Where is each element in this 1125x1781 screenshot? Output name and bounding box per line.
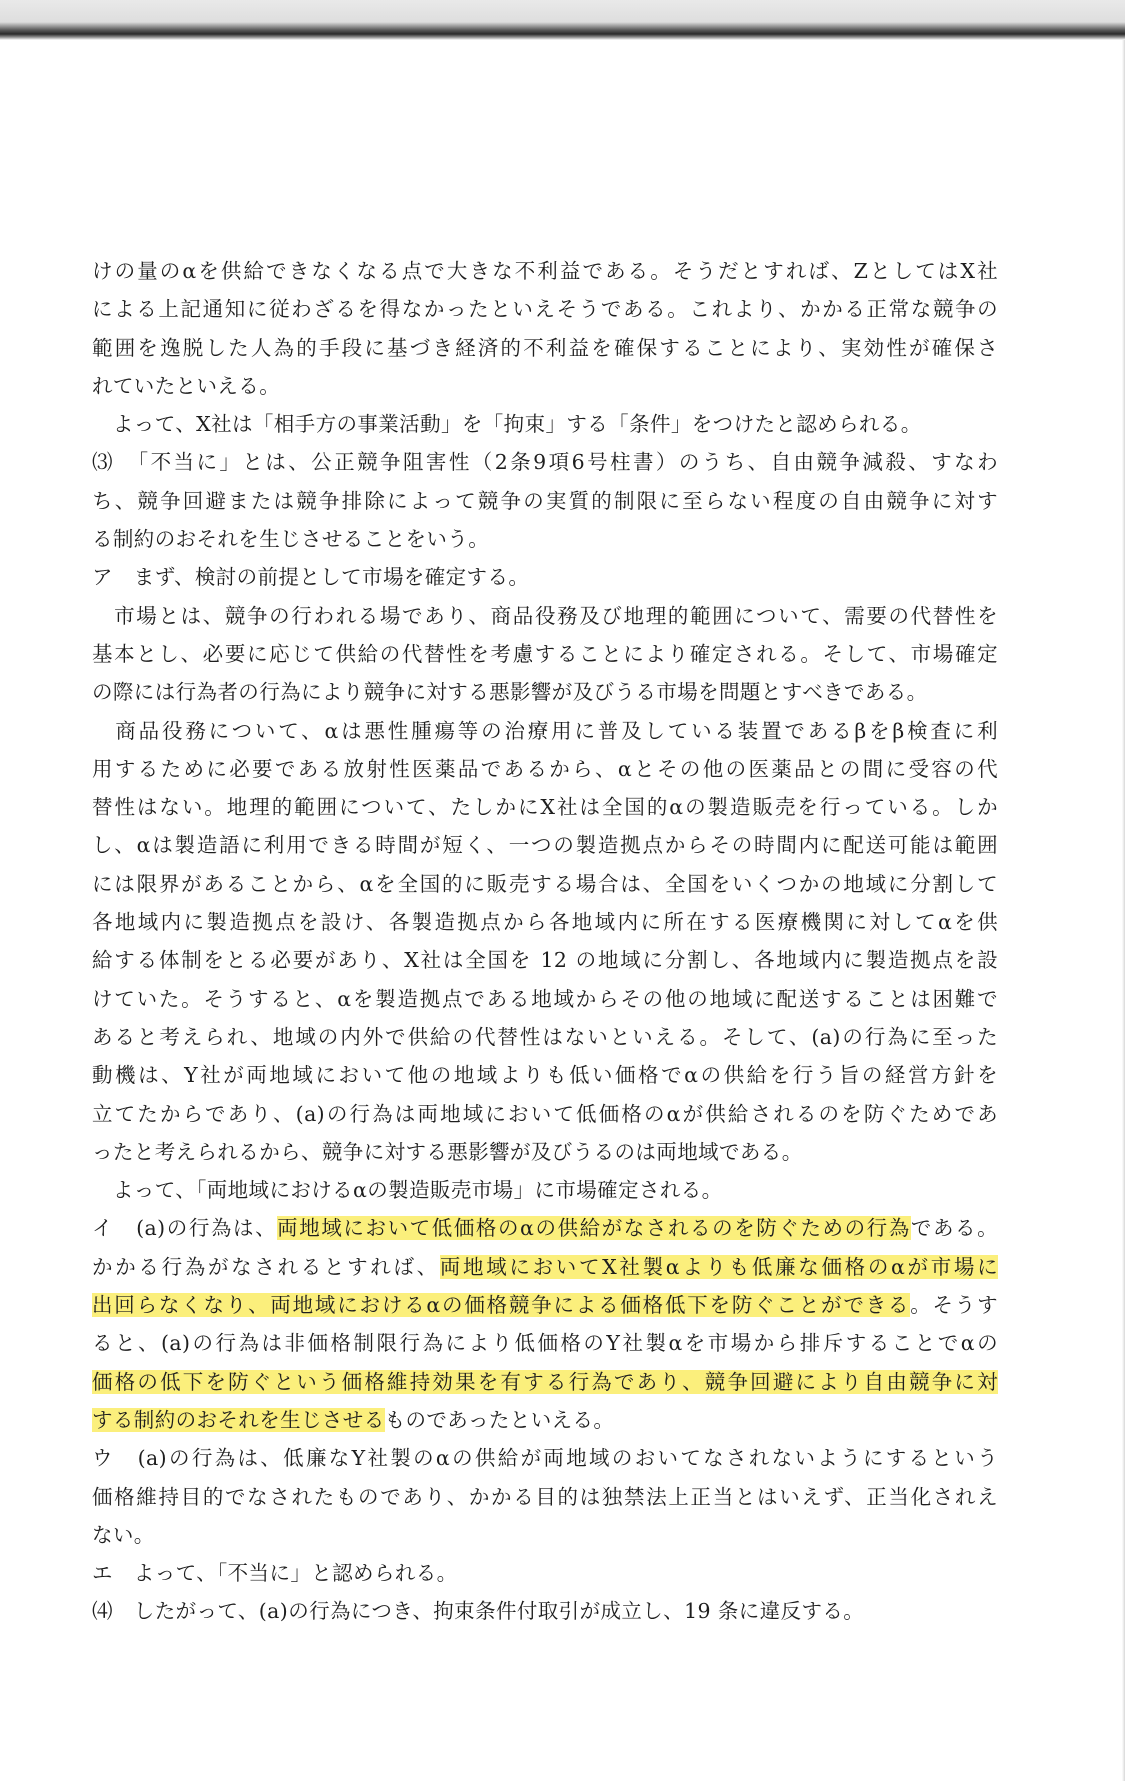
text-segment: 動機は、Y社が両地域において他の地域よりも低い価格でαの供給を行う旨の経営方針を — [92, 1063, 998, 1088]
text-segment: ものであったといえる。 — [384, 1407, 615, 1432]
text-line — [92, 865, 998, 903]
text-segment: には限界があることから、αを全国的に販売する場合は、全国をいくつかの地域に分割して — [92, 871, 998, 896]
text-segment: 基本とし、必要に応じて供給の代替性を考慮することにより確定される。そして、市場確定 — [92, 641, 998, 666]
text-segment: ない。 — [92, 1522, 155, 1547]
text-segment: 範囲を逸脱した人為的手段に基づき経済的不利益を確保することにより、実効性が確保さ — [92, 335, 998, 360]
text-line — [92, 1209, 998, 1247]
text-segment: けていた。そうすると、αを製造拠点である地域からその他の地域に配送することは困難で — [92, 986, 998, 1011]
text-line — [92, 290, 998, 328]
text-segment: 用するために必要である放射性医薬品であるから、αとその他の医薬品との間に受容の代 — [92, 756, 998, 781]
text-line — [92, 941, 998, 979]
text-line — [92, 1248, 998, 1286]
text-segment: ち、競争回避または競争排除によって競争の実質的制限に至らない程度の自由競争に対す — [92, 488, 998, 513]
text-segment: エ よって、「不当に」と認められる。 — [92, 1561, 458, 1586]
text-segment: ア まず、検討の前提として市場を確定する。 — [92, 565, 530, 590]
text-segment: ったと考えられるから、競争に対する悪影響が及びうるのは両地域である。 — [92, 1139, 803, 1164]
text-line — [92, 1171, 998, 1209]
text-segment: ⑷ したがって、(a)の行為につき、拘束条件付取引が成立し、19 条に違反する。 — [92, 1599, 865, 1624]
text-segment: る制約のおそれを生じさせることをいう。 — [92, 527, 490, 552]
text-segment: による上記通知に従わざるを得なかったといえそうである。これより、かかる正常な競争の — [92, 297, 998, 322]
text-line — [92, 558, 998, 596]
text-segment: 替性はない。地理的範囲について、たしかにX社は全国的αの製造販売を行っている。しか — [92, 795, 998, 820]
text-segment: れていたといえる。 — [92, 373, 281, 398]
text-segment: である。 — [910, 1216, 998, 1241]
text-segment: の際には行為者の行為により競争に対する悪影響が及びうる市場を問題とすべきである。 — [92, 680, 928, 705]
text-line — [92, 1554, 998, 1592]
text-line — [92, 329, 998, 367]
text-segment: よって、「両地域におけるαの製造販売市場」に市場確定される。 — [92, 1178, 723, 1203]
highlighted-text: 価格の低下を防ぐという価格維持効果を有する行為であり、競争回避により自由競争に対 — [92, 1369, 998, 1394]
text-segment: ウ (a)の行為は、低廉なY社製のαの供給が両地域のおいてなされないようにするという — [92, 1446, 998, 1471]
text-line — [92, 673, 998, 711]
highlighted-text: する制約のおそれを生じさせる — [92, 1407, 385, 1432]
text-line — [92, 367, 998, 405]
text-segment: 立てたからであり、(a)の行為は両地域において低価格のαが供給されるのを防ぐためであ — [92, 1101, 998, 1126]
text-line — [92, 750, 998, 788]
text-segment: 給する体制をとる必要があり、X社は全国を 12 の地域に分割し、各地域内に製造拠点を設 — [92, 948, 998, 973]
text-line — [92, 520, 998, 558]
text-segment: ⑶ 「不当に」とは、公正競争阻害性（2条9項6号柱書）のうち、自由競争減殺、すなわ — [92, 450, 998, 475]
text-line — [92, 443, 998, 481]
document-page — [92, 252, 998, 1631]
text-segment: 各地域内に製造拠点を設け、各製造拠点から各地域内に所在する医療機関に対してαを供 — [92, 910, 998, 935]
text-segment: 価格維持目的でなされたものであり、かかる目的は独禁法上正当とはいえず、正当化されえ — [92, 1484, 998, 1509]
highlighted-text: 出回らなくなり、両地域におけるαの価格競争による価格低下を防ぐことができる — [92, 1293, 911, 1318]
text-line — [92, 1018, 998, 1056]
text-line — [92, 1478, 998, 1516]
text-segment: 商品役務について、αは悪性腫瘍等の治療用に普及している装置であるβをβ検査に利 — [92, 718, 998, 743]
text-segment: 市場とは、競争の行われる場であり、商品役務及び地理的範囲について、需要の代替性を — [92, 603, 998, 628]
text-line — [92, 405, 998, 443]
highlighted-text: 両地域においてX社製αよりも低廉な価格のαが市場に — [439, 1254, 998, 1279]
text-line — [92, 788, 998, 826]
text-line — [92, 252, 998, 290]
text-line — [92, 1324, 998, 1362]
text-segment: し、αは製造語に利用できる時間が短く、一つの製造拠点からその時間内に配送可能は範囲 — [92, 833, 998, 858]
text-line — [92, 482, 998, 520]
text-segment: あると考えられ、地域の内外で供給の代替性はないといえる。そして、(a)の行為に至った — [92, 1024, 998, 1049]
text-line — [92, 1439, 998, 1477]
text-segment: よって、X社は「相手方の事業活動」を「拘束」する「条件」をつけたと認められる。 — [92, 412, 922, 437]
text-line — [92, 1401, 998, 1439]
text-line — [92, 712, 998, 750]
text-line — [92, 1056, 998, 1094]
text-segment: 。そうす — [910, 1293, 998, 1318]
text-line — [92, 1592, 998, 1630]
text-segment: イ (a)の行為は、 — [92, 1216, 278, 1241]
text-line — [92, 1516, 998, 1554]
text-segment: ると、(a)の行為は非価格制限行為により低価格のY社製αを市場から排斥することでαの — [92, 1331, 998, 1356]
text-line — [92, 980, 998, 1018]
text-line — [92, 1286, 998, 1324]
text-line — [92, 597, 998, 635]
text-line — [92, 1133, 998, 1171]
text-line — [92, 903, 998, 941]
text-line — [92, 826, 998, 864]
text-line — [92, 1095, 998, 1133]
text-segment: けの量のαを供給できなくなる点で大きな不利益である。そうだとすれば、ZとしてはX社 — [92, 259, 998, 283]
window-top-edge — [0, 0, 1125, 40]
text-line — [92, 635, 998, 673]
text-line — [92, 1363, 998, 1401]
highlighted-text: 両地域において低価格のαの供給がなされるのを防ぐための行為 — [277, 1216, 911, 1241]
text-segment: かかる行為がなされるとすれば、 — [92, 1254, 440, 1279]
